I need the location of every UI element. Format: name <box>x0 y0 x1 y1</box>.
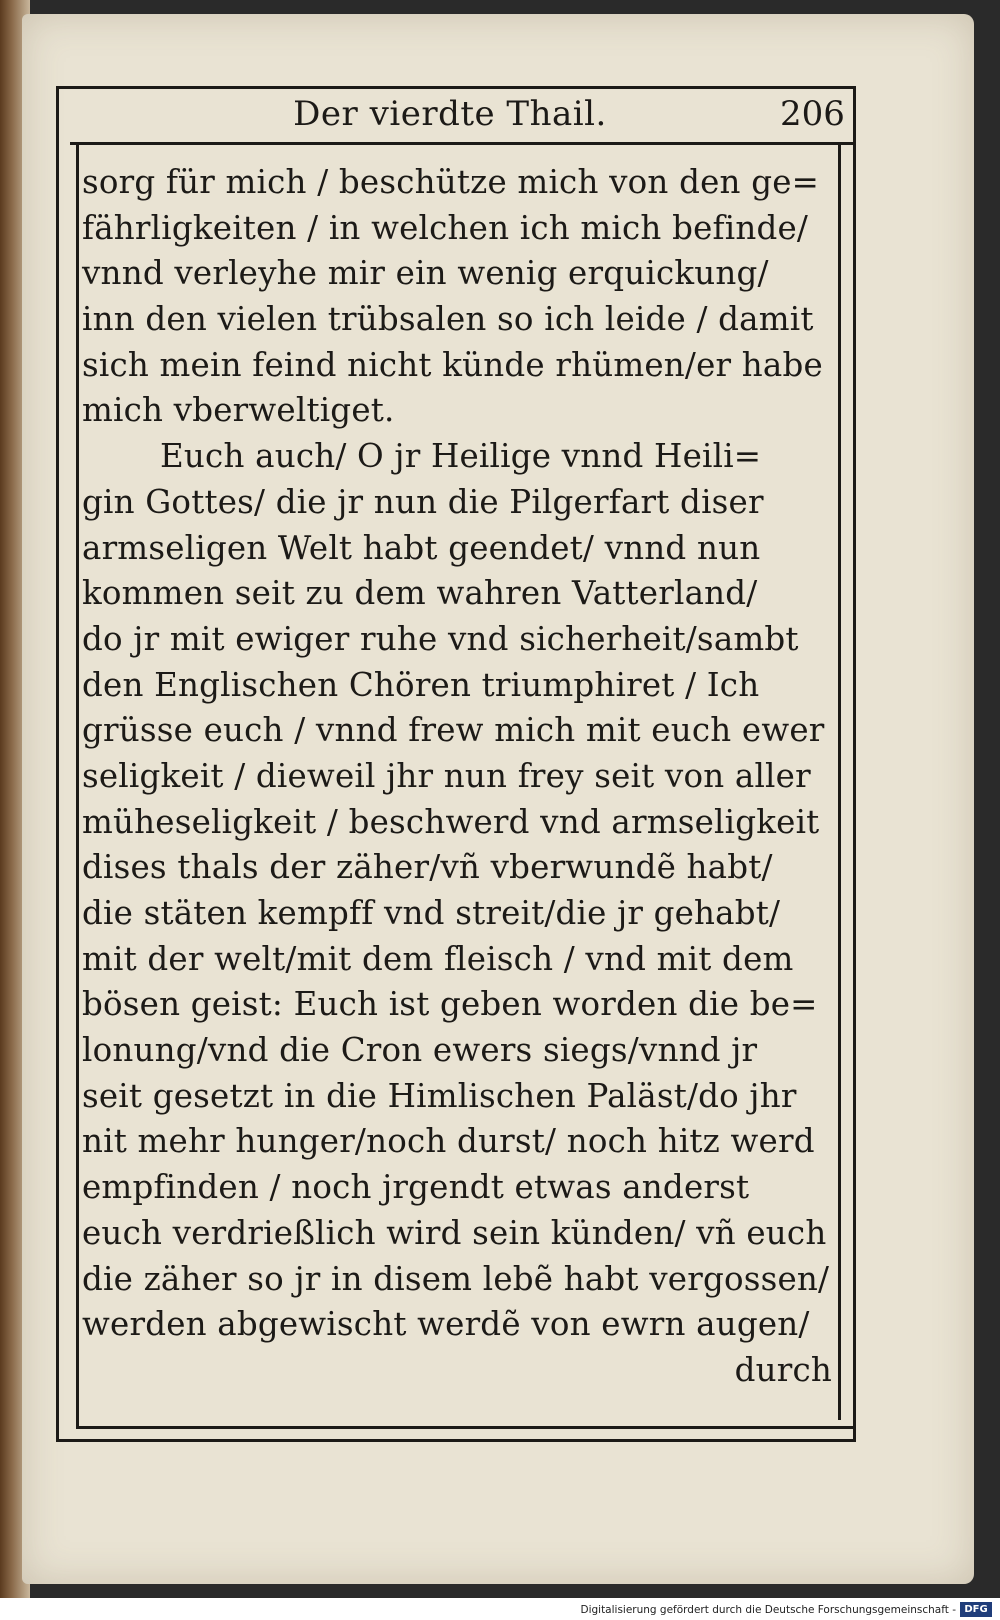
text-line: nit mehr hunger/noch durst/ noch hitz werd <box>82 1122 815 1161</box>
text-line: armseligen Welt habt geendet/ vnnd nun <box>82 528 761 567</box>
text-line: fährligkeiten / in welchen ich mich befinde/ <box>82 208 809 247</box>
text-line: gin Gottes/ die jr nun die Pilgerfart diser <box>82 482 764 521</box>
text-line: bösen geist: Euch ist geben worden die be= <box>82 985 818 1024</box>
header-rule <box>70 142 856 145</box>
page-number: 206 <box>780 94 845 134</box>
text-line: mich vberweltiget. <box>82 391 395 430</box>
text-frame-inner-left <box>76 142 79 1428</box>
text-line: seit gesetzt in die Himlischen Paläst/do jhr <box>82 1076 797 1115</box>
paragraph-start-line: Euch auch/ O jr Heilige vnnd Heili= <box>160 437 762 476</box>
text-line: mit der welt/mit dem fleisch / vnd mit dem <box>82 939 794 978</box>
text-line: sorg für mich / beschütze mich von den ge= <box>82 163 820 201</box>
text-line: grüsse euch / vnnd frew mich mit euch ewer <box>82 711 825 750</box>
text-line: inn den vielen trübsalen so ich leide / damit <box>82 300 814 339</box>
catchword: durch <box>734 1350 832 1389</box>
text-frame-inner-right <box>838 142 841 1420</box>
dfg-logo[interactable]: DFG <box>960 1602 992 1617</box>
digitization-credit: Digitalisierung gefördert durch die Deutsche Forschungsgemeinschaft - <box>580 1604 956 1616</box>
text-line: seligkeit / dieweil jhr nun frey seit von aller <box>82 756 811 795</box>
text-line: do jr mit ewiger ruhe vnd sicherheit/sambt <box>82 619 799 658</box>
text-line: empfinden / noch jrgendt etwas anderst <box>82 1168 750 1207</box>
text-line: die zäher so jr in disem lebẽ habt vergossen/ <box>82 1259 830 1298</box>
text-line: sich mein feind nicht künde rhümen/er habe <box>82 345 823 384</box>
running-head: Der vierdte Thail. <box>293 94 607 134</box>
text-line: die stäten kempff vnd streit/die jr gehabt/ <box>82 894 781 932</box>
text-line: den Englischen Chören triumphiret / Ich <box>82 665 760 704</box>
text-line: lonung/vnd die Cron ewers siegs/vnnd jr <box>82 1031 758 1070</box>
text-line: vnnd verleyhe mir ein wenig erquickung/ <box>82 254 769 293</box>
body-text <box>82 160 832 1394</box>
text-line: werden abgewischt werdẽ von ewrn augen/ <box>82 1305 810 1344</box>
text-line: kommen seit zu dem wahren Vatterland/ <box>82 574 758 613</box>
text-line: euch verdrießlich wird sein künden/ vñ euch <box>82 1213 827 1252</box>
text-line: müheseligkeit / beschwerd vnd armseligkeit <box>82 802 820 841</box>
text-frame-inner-bottom <box>76 1426 856 1429</box>
text-line: dises thals der zäher/vñ vberwundẽ habt/ <box>82 848 773 887</box>
